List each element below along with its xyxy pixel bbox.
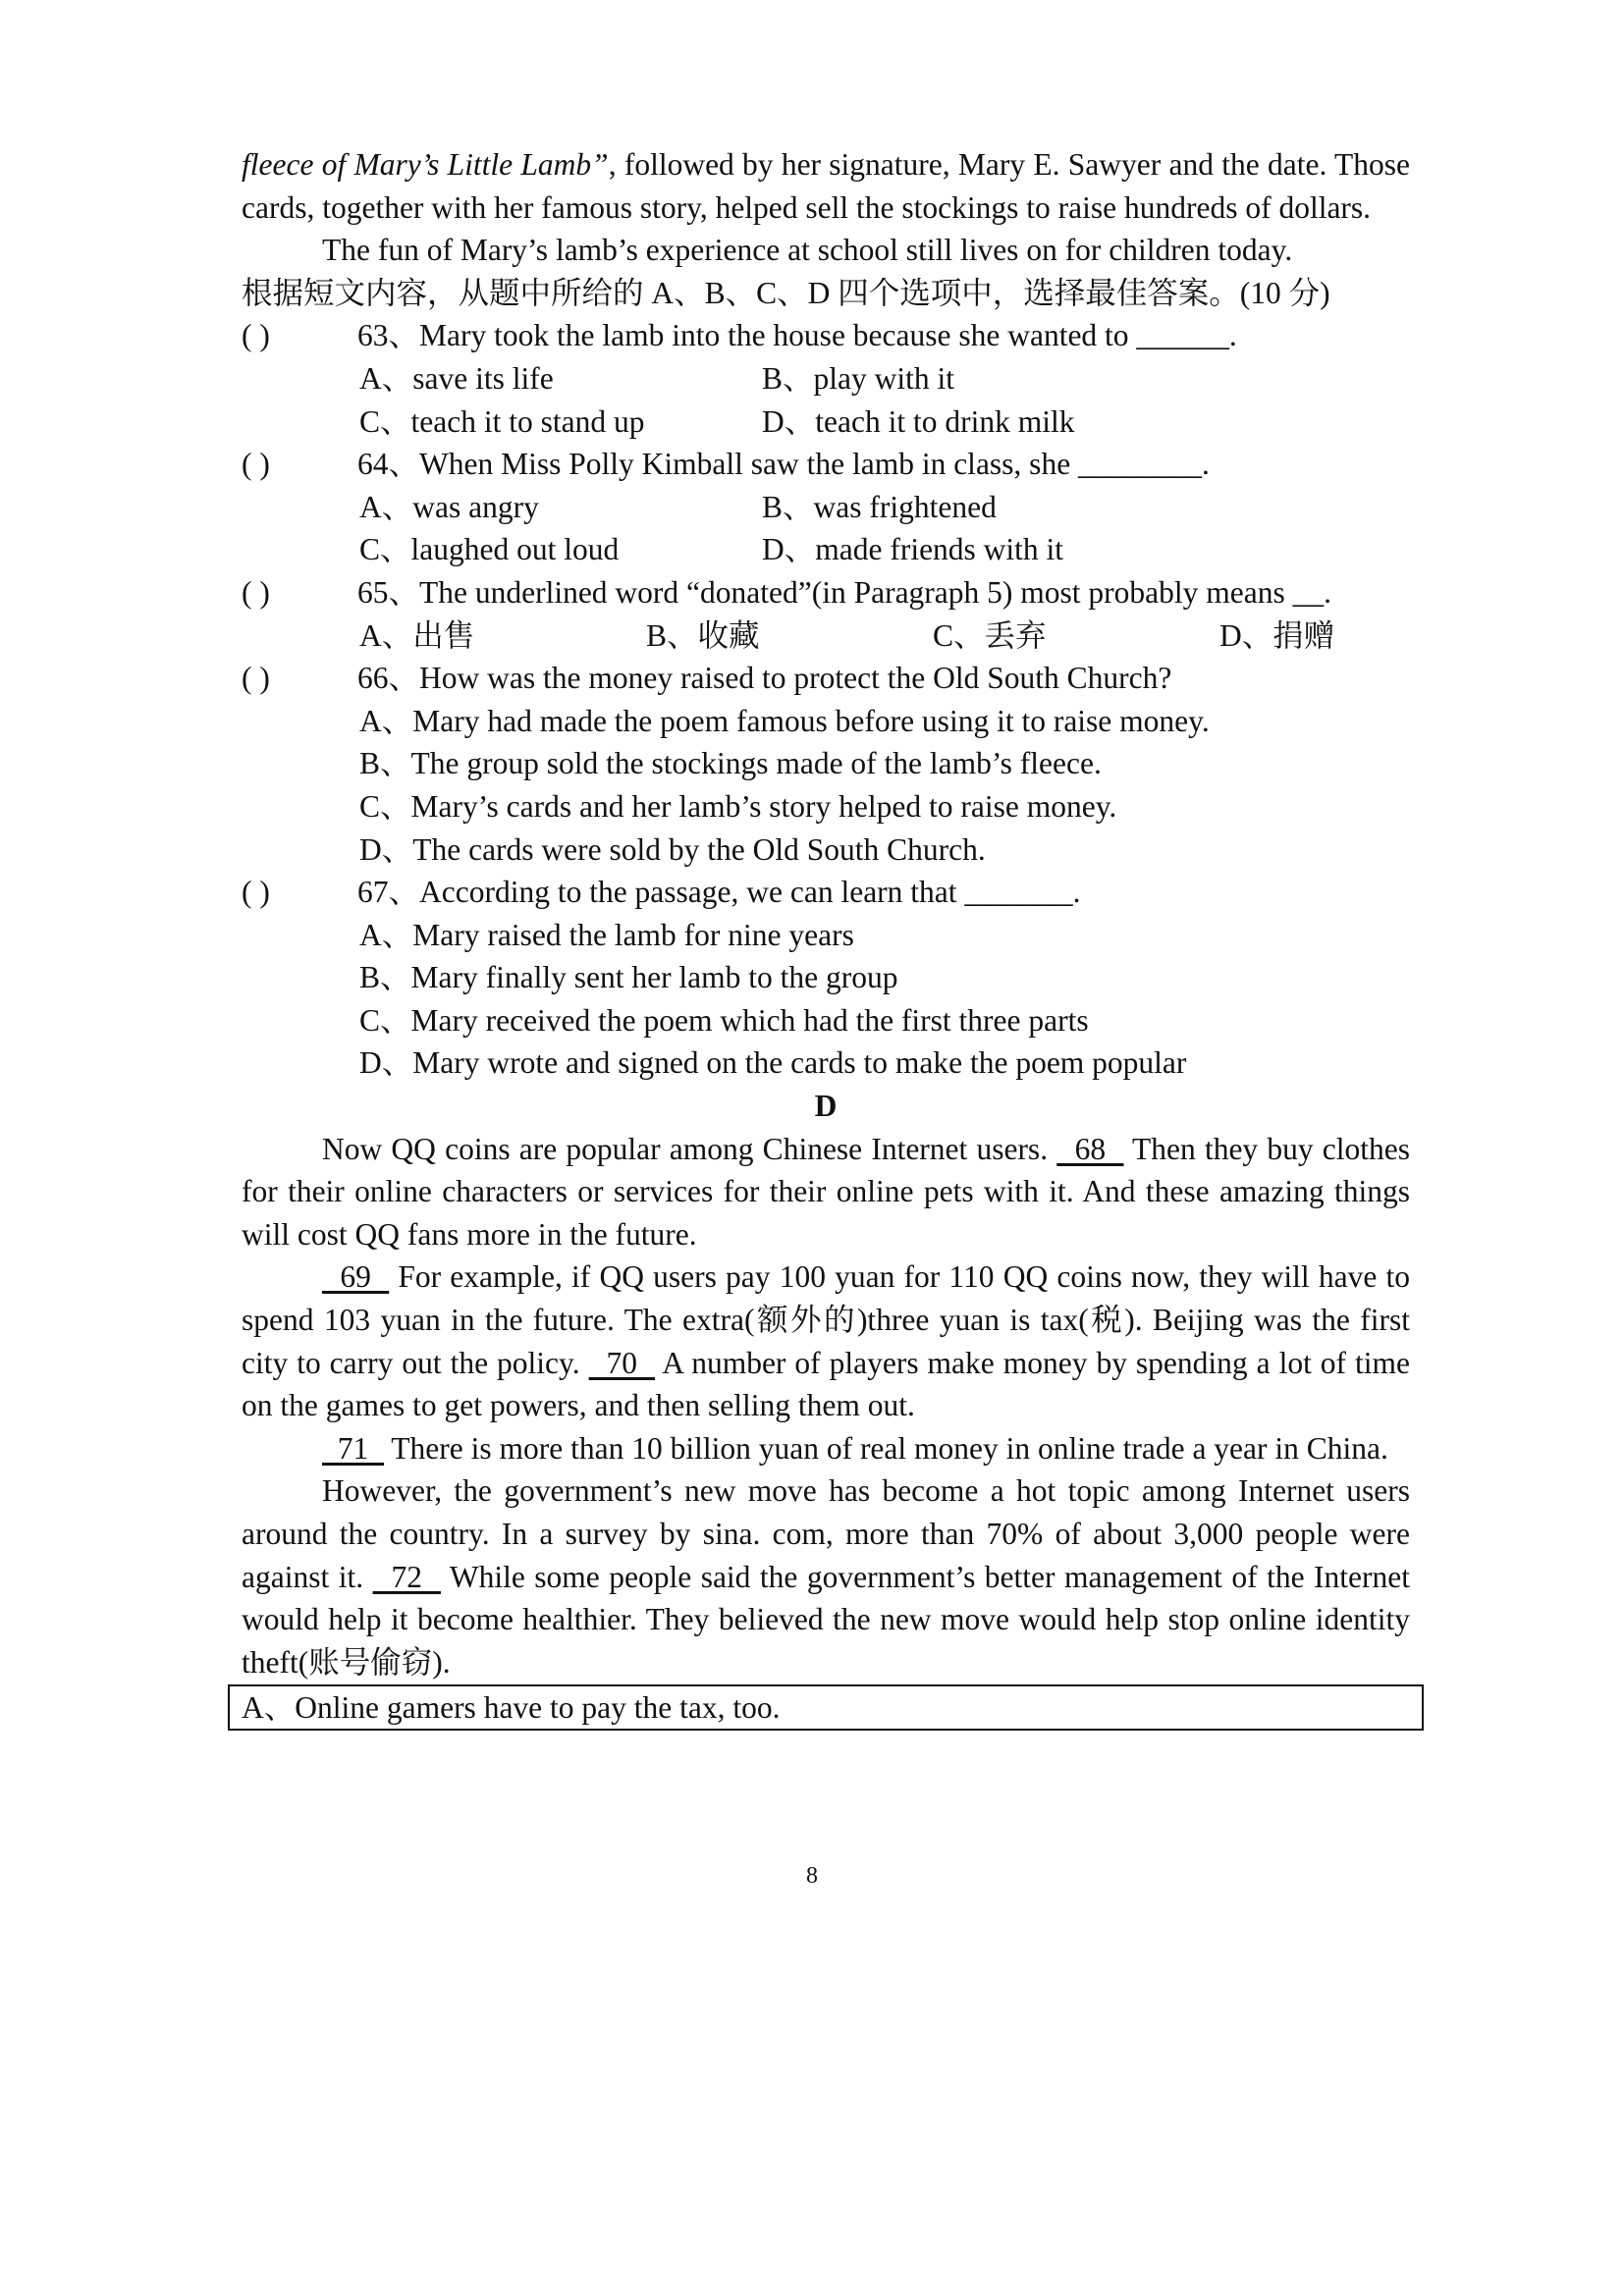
blank-68[interactable]: 68 [1056,1131,1124,1166]
option-a: A、出售 [359,617,475,653]
paragraph-text: There is more than 10 billion yuan of real money in online trade a year in China. [384,1430,1388,1466]
question-stem: 66、How was the money raised to protect the Old South Church? [357,661,1172,696]
option-a: A、Mary raised the lamb for nine years [359,917,854,952]
option-a: A、Mary had made the poem famous before using it to raise money. [359,703,1210,738]
passage-d-paragraph-4 [242,1469,1410,1683]
paragraph-text: Now QQ coins are popular among Chinese Internet users. [322,1131,1057,1166]
option-d: D、made friends with it [762,532,1064,567]
option-b: B、The group sold the stockings made of the lamb’s fleece. [359,746,1102,781]
passage-c-closing: The fun of Mary’s lamb’s experience at school still lives on for children today. [322,233,1293,268]
question-66 [242,657,1410,871]
answer-paren[interactable]: ( ) [242,661,270,696]
blank-69[interactable]: 69 [322,1259,390,1295]
answer-paren[interactable]: ( ) [242,574,270,610]
question-64 [242,443,1410,571]
section-heading-d: D [814,1089,838,1124]
question-stem: 65、The underlined word “donated”(in Paragraph 5) most probably means __. [357,574,1331,610]
blank-71[interactable]: 71 [322,1430,384,1466]
option-b: B、Mary finally sent her lamb to the group [359,960,898,995]
paragraph-text: While some people said the government’s better management of the Internet would help it become healthier. They believed the new move would help stop online identity theft(账号偷窃). [242,1559,1410,1680]
page-number: 8 [806,1863,818,1889]
option-a: A、was angry [359,489,539,524]
option-b: B、play with it [762,360,954,396]
passage-d-paragraph-1 [242,1128,1410,1256]
paragraph-text: However, the government’s new move has become a hot topic among Internet users around the country. In a survey by sina. com, more than 70% of about 3,000 people were against it. [242,1473,1410,1594]
option-b: B、收藏 [646,617,760,653]
blank-72[interactable]: 72 [372,1559,441,1594]
answer-paren[interactable]: ( ) [242,447,270,482]
question-67 [242,871,1410,1085]
option-b: B、was frightened [762,489,997,524]
option-c: C、Mary received the poem which had the first three parts [359,1002,1089,1038]
passage-d-paragraph-2 [242,1255,1410,1426]
answer-paren[interactable]: ( ) [242,318,270,353]
option-box: A、Online gamers have to pay the tax, too. [228,1684,1424,1731]
instructions: 根据短文内容，从题中所给的 A、B、C、D 四个选项中，选择最佳答案。(10 分) [242,275,1330,310]
option-d: D、Mary wrote and signed on the cards to make the poem popular [359,1045,1187,1081]
paragraph-text: Then they buy clothes for their online characters or services for their online pets with it. And these amazing things will cost QQ fans more in the future. [242,1131,1411,1252]
option-c: C、laughed out loud [359,532,620,567]
passage-d-paragraph-3 [242,1427,1410,1470]
question-stem: 67、According to the passage, we can learn that _______. [357,875,1081,910]
blank-70[interactable]: 70 [588,1345,655,1380]
option-c: C、teach it to stand up [359,403,645,439]
option-d: D、捐赠 [1219,617,1335,653]
option-d: D、The cards were sold by the Old South Church. [359,831,986,867]
passage-c-ending-text: , followed by her signature, Mary E. Sawyer and the date. Those cards, together with her famous story, helped sell the stockings to raise hundreds of dollars. [242,147,1410,225]
option-c: C、Mary’s cards and her lamb’s story helped to raise money. [359,788,1117,824]
document-page [242,143,1410,1731]
poem-title-fragment: fleece of Mary’s Little Lamb” [242,147,609,182]
passage-c-ending [242,143,1410,229]
question-65 [242,571,1410,657]
question-stem: 63、Mary took the lamb into the house because she wanted to ______. [357,318,1237,353]
option-c: C、丢弃 [933,617,1047,653]
paragraph-text: A number of players make money by spending a lot of time on the games to get powers, and then selling them out. [242,1345,1411,1423]
question-stem: 64、When Miss Polly Kimball saw the lamb in class, she ________. [357,447,1210,482]
question-63 [242,314,1410,443]
option-a: A、save its life [359,360,554,396]
paragraph-text: For example, if QQ users pay 100 yuan for 110 QQ coins now, they will have to spend 103 yuan in the future. The extra(额外的)three yuan is tax(税). Beijing was the first city to carry out the policy. [242,1259,1410,1380]
option-d: D、teach it to drink milk [762,403,1075,439]
answer-paren[interactable]: ( ) [242,875,270,910]
